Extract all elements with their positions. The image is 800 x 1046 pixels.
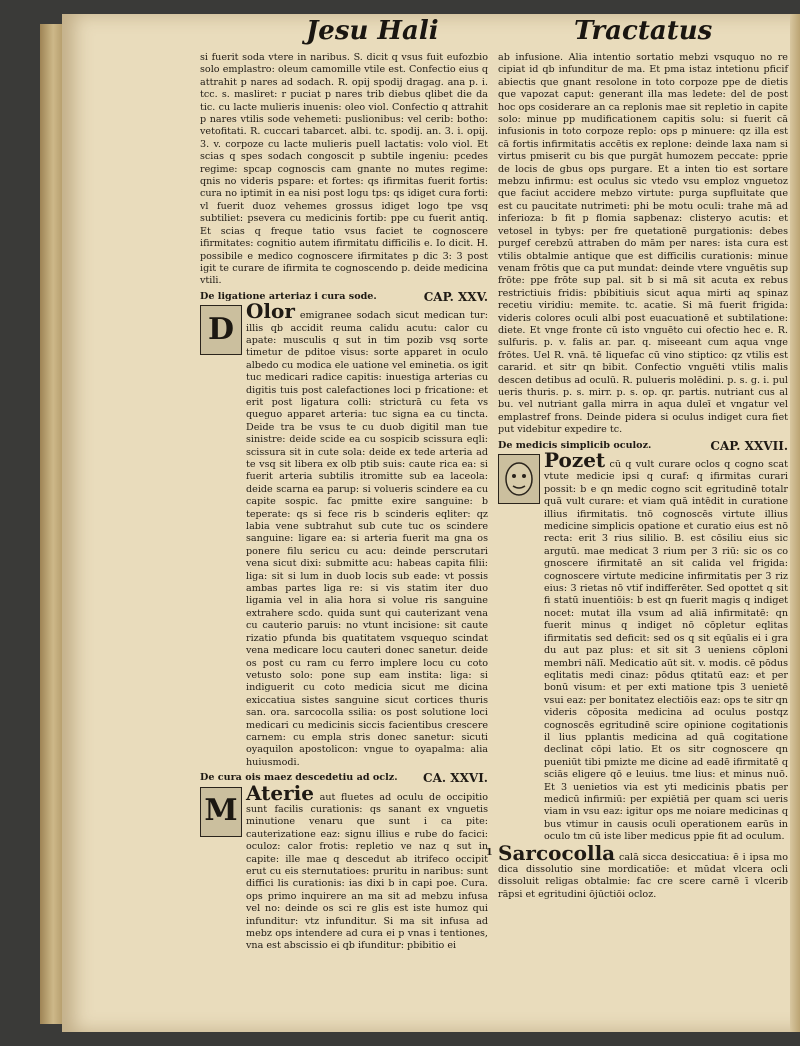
chapter-27-body: cū q vult curare oclos q cogno scat vtute medicie ipsi q curaf: q ifirmitas curari possit: b e qn medic cogno scit egritudinē totalr quā vult curare: et viam quā intēdit in curatione illius ifirmitatis. tnō cognoscēs virtute illius medicine simplicis opatione et curatio eius est nō recta: erit 3 rius sililio. B. est cōsiliu eius sic argutū. mae medicat 3 rium per 3 riū: sic os co gnoscere ifirmitatē an sit calida vel frigida: cognoscere virtute medicine infirmitatis per 3 riz eius: 3 rietas nō vtif indifferēter. Sed opottet q sit fi statū inuentiōis: b est qn fuerit magis q indiget nocet: mutat illa vsum ad aliā infirmitatē: qn fuerit minus q indiget nō cōpletur eqlitas ifirmitatis sed deficit: sed os q sit eqūalis ei i gra du aut paz plus: et sit sit 3 ueniens cōploni membri nālī. Medicatio aūt sit. v. modis. cē pōdus eqlitatis medi cinaz: pōdus qtitatū eaz: et per bonū visum: et per exti matione tpis 3 uenietē vsui eaz: per bonitatez electiōis eaz: ops te sitr qn videris cōposita medicina ad oculus postqz cognoscēs egritudinē scire opinione cogitationis il lius pplantis medicina ad quā cogitatione declinat cōpi latio. Et os sitr cognoscere qn pueniūt tibi pmizte me dicine ad eadē ifirmitatē q sciās eligere qō e leuius. tme lius: et minus nuō. Et 3 uenietios via est yti medicinis pbatis per medicū infirmiū: per expiētiā per quam sci ueris viam in vsu eaz: igitur ops me noiare medicinas q bus vtimur in causis oculi operationem earūs in oculo tm cū iste liber medicus ppie fit ad oculum. xyxy=(544,459,788,843)
chapter-26-heading xyxy=(200,772,488,784)
chapter-27-opening xyxy=(498,448,788,844)
chapter-25-heading xyxy=(200,291,488,303)
chapter-27-first-word: Pozet xyxy=(544,448,606,472)
sarcocolla-body: calā sicca desiccatiua: ē i ipsa mo dica dissolutio sine mordicatiōe: et mūdat vlcera ocli dissoluit religas obtalmie: fac cre scere carnē ī vlcerib rāpsi et egritudini ōjūctiōi ocloz. xyxy=(498,851,788,900)
right-column xyxy=(486,52,788,901)
chapter-26-body: aut fluetes ad oculu de occipitio sunt facilis curationis: qs sanant ex vnguetis minutione venaru que sunt i ca pite: cauterizatione eaz: signu illius e rube do facici: oculoz: calor frotis: repletio ve naz q sut in capite: ille mae q descedut ab itrifeco occipit erut cu eis sternutatioes: pruritu in naribus: sunt diffici lis curationis: ias dixi b in capi poe. Cura. ops primo inquirere an ma sit ad mebzu infusa vel no: deinde os sci re glis est iste humoz qui infunditur: vtz infunditur. Si ma sit infusa ad mebz ops intendere ad cura ei p vnas i tentiones, vna est abscissio ei qb ifunditur: pbibitio ei xyxy=(246,791,488,952)
margin-numeral: 1 xyxy=(486,846,493,858)
chapter-25-opening xyxy=(200,299,488,769)
dropcap-d: D xyxy=(200,305,242,355)
dropcap-m: M xyxy=(200,787,242,837)
chapter-26-first-word: Aterie xyxy=(246,780,314,805)
chapter-27-heading xyxy=(498,440,788,452)
page-gutter xyxy=(790,14,800,1032)
running-head-right: Tractatus xyxy=(574,16,713,46)
right-top-paragraph: ab infusione. Alia intentio sortatio mebzi vsququo no re cipiat id qb infunditur de ma. Et pma istaz intetionu pficif abiectis que gnant resolone in toto corpoze ppe de dietis que vapozat caput: generant illa mas ledete: del de post hoc ops cosiderare an ca replonis mae sit repletio in capite solo: minue pp mudificationem capitis solu: si fuerit cā infusionis in toto corpoze replo: ops p minuere: qz illa est cā fortis infirmitatis accētis ex replone: deinde laxa nam si virtus pmiserit cu bis que purgāt humozem peccate: pprie de locis de gbus ops purgare. Et a inten tio est sortare mebzu infirmu: est oculus sic vtedo vsu emploz vnguetoz que faciut accidere mebzo virtute: purga supfluitate que est cu paucitate nutrimeti: phi be motu oculi: trahe mā ad inferioza: b fit p flomia sapbenaz: clisteryo acutis: et vetosel in tybys: per fre quetationē purgationis: debes purgef cerebzū attraben do mām per nares: ista cura est vtilis obtalmie antique que est difficilis curationis: minue venam frōtis que ca put mundat: deinde vtere vnguētis sup frōte: ppe frōte sup pal. sit b si mā sit acuta ex rebus restrictiuis fridis: pbibitiuis sicut aqua mirti aq spinaz recetiu viridiu: memite. tc. acatie. Si mā fuerit frigida: videris colores oculi albi post euacuationē et subtilatione: diete. Et vnge fronte cū isto vnguēto cui ofectio hec e. R. sulfuris. p. v. falis ar. par. q. miseeant cum aqua vnge frōtes. Uel R. vnā. tē liquefac cū vino stiptico: qz vtilis est cararid. et sitr qn bibit. Confectio vnguēti vtilis malis descen detibus ad oculū. R. pulueris molēdini. p. s. g. i. pul ueris thuris. p. s. mirr. p. s. op. qr. partis. nutriant cus al bu. vel nutriant galla mirra in aqua duleī et vngatur vel emplastref frons. Deinde pidera si oculus indiget cura fiet put videbitur expedire tc. xyxy=(498,52,788,436)
chapter-26-title: De cura ois maez descedetiu ad oclz. xyxy=(200,772,398,784)
chapter-25-number: CAP. XXV. xyxy=(423,289,488,304)
sarcocolla-entry xyxy=(486,840,788,902)
chapter-25-first-word: Olor xyxy=(246,299,295,324)
chapter-26-opening xyxy=(200,780,488,953)
sarcocolla-heading: Sarcocolla xyxy=(498,840,616,865)
chapter-25-body: emigranee sodach sicut medican tur: illis qb accidit reuma calidu acutu: calor cu apate: musculis q sut in tim pozib vsq sorte timetur de pditoe visus: sorte apparet in oculo albedo cu modica ele uatione vel eminetia. os igit tuc medicari radice capitis: inuestiga arterias cu digitis tuis post calefactiones loci p fricatione: et erit post ligatura colli: stricturā cu feta vs queguo apparet arteria: tuc signa ea cu tincta. Deide tra be vsus te cu duob digitil man tue sinistre: deide scide ea cu sospicib scissura eqli: scissura sit in cute sola: deide ex tede arteria ad te vsq sit libera ex olb ptib suis: caute rica ea: si fuerit arteria subtilis itromitte sub ea laceola: deide scarna ea parup: si volueris scindere ea cu capite sospic. fac pmitte exire sanguine: b teperate: qs si fece ris b scinderis eqliter: qz labia vene subtrahut sub cute tuc os scindere sanguine: ligare ea: si arteria fuerit ma gna os ponere filu sericu cu acu: deinde perscrutari vena sicut dixi: submitte acu: habeas capita filii: liga: sit si lum in duob locis sub eade: vt possis ambas partes liga re: si vis statim iter duo ligamia vel in alia hora si volue ris sanguine extrahere scdo. quida sunt qui cauterizant vena cu cauterio paruis: no vtunt incisione: sit caute rizatio pfunda bis quatitatem vsquequo scindat vena medicare locu cauteri donec sanetur. deide os post cu ram cu ferro implere locu cu coto vetusto solo: pone sup eam instita: liga: si indiguerit cu coto medicia sicut me dicina exiccatiua sistes sanguine sicut cortices thuris san. ora. sarcocolla ssilia: os post solutione loci medicari cu medicinis siccis facientibus crescere carnem: cu empla stris donec sanetur: sicuti oyaquilon apostolicon: vngue to oyapalma: alia huiusmodi. xyxy=(246,310,488,768)
page-edge xyxy=(40,24,64,1024)
left-column xyxy=(200,52,488,953)
running-head-left: Jesu Hali xyxy=(306,16,439,46)
chapter-27-number: CAP. XXVII. xyxy=(710,438,788,453)
dropcap-face-ornament xyxy=(498,454,540,504)
chapter-26-number: CA. XXVI. xyxy=(423,771,488,786)
chapter-27-title: De medicis simplicib oculoz. xyxy=(498,439,652,451)
left-top-paragraph: si fuerit soda vtere in naribus. S. dicit q vsus fuit eufozbio solo emplastro: oleum camomille vtile est. Confectio eius q attrahit p nares ad sodach. R. opij spodij dragag. ana p. i. tcc. s. masliret: r puciat p nares trib diebus qlibet die da tic. cu lacte mulieris inuenis: oleo viol. Confectio q attrahit p nares vtilis sode vehemeti: puslionibus: vel cerib: botho: vetofitati. R. cuccari tabarcet. albi. tc. spodij. an. 3. i. opij. 3. v. corpoze cu lacte mulieris puell lactatis: volo viol. Et scias q spes sodach congoscit p subtile ingeniu: pcedes regime: spcap cognoscis cam gnante no mutes regime: qnis no videris pspare: et fortes: qs ifirmitas fuerit fortis: cura no iptimit in ea nisi post logu tps: qs idiget cura forti: vl fuerit duoz vehemes grossus idiget logo tpe vsq subtiliet: psevera cu medicinis fortib: ppe cu fuerit antiq. Et scias q freque tatio vsus faciet te cognoscere ifirmitates: cognitio autem ifirmitatu difficilis e. Io dicit. H. possibile e medico cognoscere ifirmitates p dic 3: 3 post igit te curare de ifirmita te cognoscendo p. deide medicina vtili. xyxy=(200,52,488,287)
chapter-25-title: De ligatione arteriaz i cura sode. xyxy=(200,290,377,302)
face-ornament-icon xyxy=(502,459,536,499)
